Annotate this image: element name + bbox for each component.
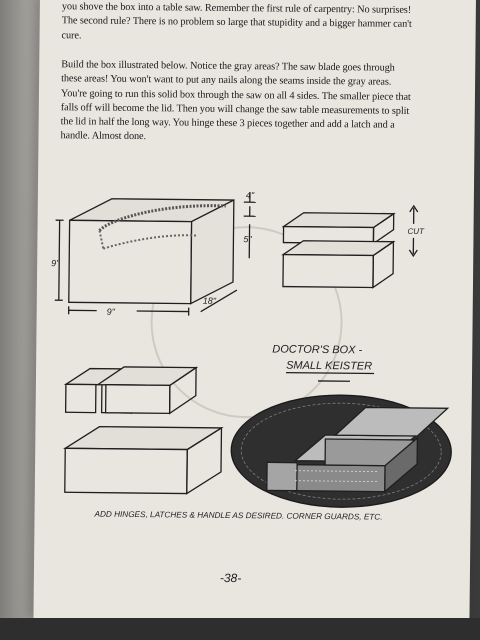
dim-width: 9": [106, 306, 115, 317]
book-page: [33, 0, 476, 625]
dim-length: 18": [202, 295, 217, 306]
paragraph-main: [60, 58, 411, 147]
text-line: these areas! You won't want to put any nails along the seams inside the gray areas.: [61, 73, 392, 88]
page-number: -38-: [219, 570, 242, 586]
text-line: you shove the box into a table saw. Remember the first rule of carpentry: No surprises!: [61, 1, 412, 16]
box-split-drawing: [283, 205, 418, 288]
text-line: You're going to run this solid box through the saw on all 4 sides. The smaller piece that: [60, 87, 411, 103]
text-line: cure.: [61, 29, 82, 42]
desk-surface: [0, 618, 480, 640]
figure-title-line1: DOCTOR'S BOX -: [272, 343, 363, 357]
text-line: falls off will become the lid. Then you will change the saw table measurements to split: [60, 102, 410, 117]
cut-label: CUT: [407, 226, 425, 237]
text-line: the lid in half the long way. You hinge these 3 pieces together and add a latch and a: [60, 116, 395, 131]
text-line: handle. Almost done.: [60, 130, 147, 143]
box-exploded-drawing: [65, 366, 222, 494]
dim-mid: 5": [243, 234, 252, 245]
figure-title-line2: SMALL KEISTER: [286, 359, 373, 373]
box-full-drawing: [55, 190, 256, 316]
text-line: Build the box illustrated below. Notice the gray areas? The saw blade goes through: [61, 59, 395, 74]
paragraph-top: [61, 0, 411, 47]
box-illustrations: [34, 170, 475, 615]
open-box-drawing: [231, 394, 452, 508]
text-line: The second rule? There is no problem so large that stupidity and a bigger hammer can't: [61, 15, 412, 31]
dim-height: 9": [51, 258, 60, 269]
figure-caption: ADD HINGES, LATCHES & HANDLE AS DESIRED. CORNER GUARDS, ETC.: [94, 509, 383, 522]
dim-top: 4": [245, 190, 255, 201]
